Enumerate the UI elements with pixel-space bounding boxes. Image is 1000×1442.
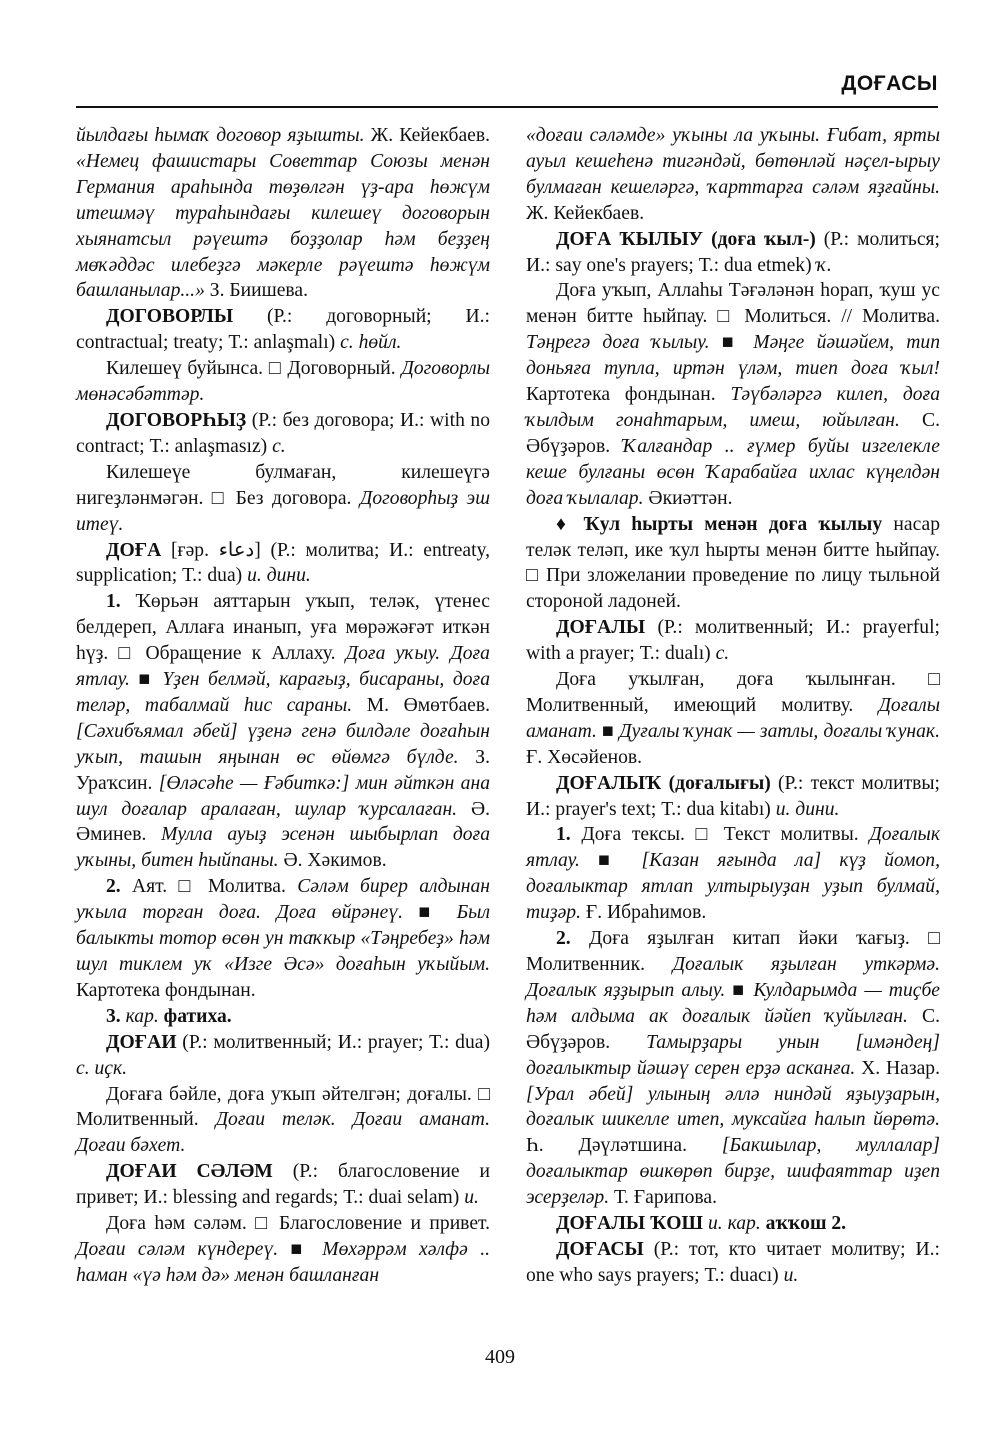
italic-text: Доғаи теләк. Доғаи аманат. Доғаи бәхет. xyxy=(76,1109,490,1157)
italic-text: Сәләм бирер алдынан уҡыла торған доға. Доға өйрәнеү. ■ Был балыкты тотор өсөн ун таҡкыр «Тәңребеҙ» һәм шул тиклем уҡ «Изге Әсә» доғаһын уҡыйым. xyxy=(76,876,490,975)
body-text: Картотека фондынан. xyxy=(526,384,731,406)
dictionary-paragraph xyxy=(526,615,940,667)
body-text: насар теләк теләп, ике ҡул һырты менән битте һыйпау. □ При зложелании проведение по лицу тыльной стороной ладоней. xyxy=(526,513,941,613)
body-text: Т. Ғарипова. xyxy=(609,1187,717,1209)
headword-text: 2. xyxy=(106,876,121,898)
running-head: ДОҒАСЫ xyxy=(841,72,938,95)
right-column xyxy=(526,123,940,1289)
headword-text: ДОҒА xyxy=(106,539,162,561)
italic-text: и. xyxy=(464,1187,479,1209)
italic-text: с. һөйл. xyxy=(340,332,402,354)
italic-text: Тәңрегә доға ҡылыу. ■ Мәңге йәшәйем, тип доньяға тупла, иртән үләм, тиеп доға ҡыл! xyxy=(526,332,940,380)
italic-text: и. xyxy=(783,1264,799,1286)
dictionary-paragraph xyxy=(76,304,490,356)
body-text: (Р.: молитвенный; И.: prayer; Т.: dua) xyxy=(176,1031,490,1053)
dictionary-paragraph xyxy=(526,926,940,1211)
italic-text: йылдағы һымаҡ договор яҙышты. xyxy=(76,125,365,146)
body-text: (Р.: договорный; И.: contractual; treaty; Т.: anlaşmalı) xyxy=(76,306,490,354)
italic-text: ҡ. xyxy=(816,254,832,276)
page-number: 409 xyxy=(485,1346,515,1368)
italic-text: Тәүбәләргә килеп, доға ҡылдым гонаһтарым, имеш, юйылған. xyxy=(526,384,941,431)
italic-text: Тамырҙары унын [имәндең] доғалыктыр йәшәү серен ерҙә асканға. xyxy=(526,1031,940,1079)
italic-text: с. xyxy=(715,643,730,665)
italic-text: [Өләсәһе — Ғәбиткә:] мин әйткән ана шул доғалар аралаған, шулар ҡурсалаған. xyxy=(76,772,490,820)
dictionary-paragraph xyxy=(76,123,490,304)
dictionary-paragraph xyxy=(76,460,490,538)
body-text: [ғәр. دعاء] (Р.: молитва; И.: entreaty, supplication; Т.: dua) xyxy=(76,539,490,587)
headword-text: ДОГОВОРҺЫҘ xyxy=(106,409,247,431)
italic-text: Доғалы аманат. ■ Дуғалы ҡунак — затлы, доғалы ҡунак. xyxy=(526,694,940,742)
body-text: М. Өмөтбаев. xyxy=(352,694,490,716)
body-text: Ж. Кейекбаев. xyxy=(364,125,490,146)
body-text: Ж. Кейекбаев. xyxy=(526,202,645,224)
italic-text: Ҡалғандар .. ғүмер буйы изгелекле кеше булғаны өсөн Ҡарабайға ихлас күңелдән доға ҡылалар. xyxy=(526,435,940,509)
headword-text: ДОҒАСЫ xyxy=(556,1238,644,1260)
body-text: Әкиәттән. xyxy=(643,487,733,509)
italic-text: [Сәхибъямал әбей] үҙенә генә билдәле доғаһын уҡып, ташын яңынан өс өйөмгә бүлде. xyxy=(76,720,490,768)
dictionary-paragraph xyxy=(76,1211,490,1289)
italic-text: Договорһыҙ эш итеү. xyxy=(76,487,490,535)
headword-text: ♦ Ҡул һырты менән доға ҡылыу xyxy=(556,513,883,535)
italic-text: и. кар. xyxy=(703,1213,761,1235)
body-text: (Р.: без договора; И.: with no contract; Т.: anlaşmasız) xyxy=(76,409,490,457)
italic-text: с. иҫк. xyxy=(76,1057,128,1079)
headword-text: ДОГОВОРЛЫ xyxy=(106,306,234,328)
body-text: Доға уҡып, Аллаһы Тәғәләнән һорап, ҡуш ус менән битте һыйпау. □ Молиться. // Молитва. xyxy=(526,280,940,328)
dictionary-paragraph xyxy=(526,667,940,771)
body-text: Доға яҙылған китап йәки ҡағыҙ. □ Молитвенник. xyxy=(526,928,940,975)
headword-text: фатиха. xyxy=(158,1005,232,1027)
italic-text: Доғаи сәләм күндереү. ■ Мөхәррәм хәлфә .. һаман «үә һәм дә» менән башланған xyxy=(76,1238,490,1286)
italic-text: «Немец фашистары Советтар Союзы менән Германия араһында төҙөлгән үҙ-ара һөжүм итешмәү тураһындағы килешеү договорын хыянатсыл рәүештә боҙҙолар һәм беҙҙең мөҡәддәс илебеҙгә мәкерле рәүештә һөжүм башланылар...» xyxy=(76,150,490,302)
body-text: Ҡөрьән аяттарын уҡып, теләк, үтенес белдереп, Аллаға инанып, уға мөрәжәғәт иткән һүҙ. □ Обращение к Аллаху. xyxy=(76,591,490,665)
headword-text: ДОҒАЛЫ ҠОШ xyxy=(556,1213,704,1235)
body-text: Картотека фондынан. xyxy=(76,979,256,1001)
headword-text: 1. xyxy=(556,824,571,846)
body-text: Доғаға бәйле, доға уҡып әйтелгән; доғалы. □ Молитвенный. xyxy=(76,1083,490,1131)
body-text: Ғ. Хөсәйенов. xyxy=(526,746,643,768)
body-text: Килешеүе булмаған, килешеүгә нигеҙләнмәгән. □ Без договора. xyxy=(76,461,490,509)
italic-text: Доға уҡыу. Доға ятлау. ■ Үҙен белмәй, карағыҙ, бисараны, доға теләр, табалмай һис сараны. xyxy=(76,643,490,716)
body-text: Х. Назар. xyxy=(855,1057,941,1079)
dictionary-paragraph xyxy=(76,589,490,874)
italic-text: [Урал әбей] улының әллә ниндәй яҙыуҙарын, доғалык шикелле итеп, муксайға һалып йөрөтә. xyxy=(526,1083,940,1131)
left-column xyxy=(76,123,490,1289)
body-text: (Р.: текст молитвы; И.: prayer's text; Т.: dua kitabı) xyxy=(526,772,940,820)
body-text: Аят. □ Молитва. xyxy=(120,876,298,898)
body-text: Доға тексы. □ Текст молитвы. xyxy=(570,824,870,846)
body-text: (Р.: тот, кто читает молитву; И.: one who says prayers; Т.: duacı) xyxy=(526,1238,940,1286)
dictionary-paragraph xyxy=(526,1237,940,1289)
italic-text: Доғалык яҙылған уткәрмә. Доғалык яҙҙырып алыу. ■ Кулдарымда — тиҫбе һәм алдыма ак доғалык йәйеп ҡуйылған. xyxy=(526,954,940,1027)
body-text: Доға уҡылған, доға ҡылынған. □ Молитвенный, имеющий молитву. xyxy=(526,669,940,716)
headword-text: ДОҒАИ xyxy=(106,1031,177,1053)
body-text: Ғ. Ибраһимов. xyxy=(580,902,707,924)
dictionary-paragraph xyxy=(526,822,940,926)
body-text: Ә. Әминев. xyxy=(76,798,490,846)
body-text: (Р.: молитвенный; И.: prayerful; with a prayer; Т.: dualı) xyxy=(526,617,940,665)
headword-text: аҡҡош 2. xyxy=(760,1213,847,1235)
dictionary-paragraph xyxy=(526,227,940,279)
italic-text: Доғалык ятлау. ■ [Казан яғында ла] күҙ йомоп, доғалыктар ятлап ултырыуҙан уҙып булмай, тиҙәр. xyxy=(526,824,940,924)
italic-text: кар. xyxy=(120,1005,159,1027)
dictionary-paragraph xyxy=(76,1004,490,1030)
body-text: З. Ураҡсин. xyxy=(76,746,490,794)
italic-text: Договорлы мөнәсәбәттәр. xyxy=(76,358,490,406)
dictionary-paragraph xyxy=(526,1211,940,1237)
headword-text: 2. xyxy=(556,928,571,950)
headword-text: ДОҒАЛЫҠ (доғалығы) xyxy=(556,772,771,794)
dictionary-paragraph xyxy=(76,1159,490,1211)
headword-text: 3. xyxy=(106,1005,121,1027)
italic-text: с. xyxy=(272,435,286,457)
headword-text: ДОҒА ҠЫЛЫУ (доға ҡыл-) xyxy=(556,228,816,250)
headword-text: ДОҒАЛЫ xyxy=(556,617,646,639)
headword-text: ДОҒАИ СӘЛӘМ xyxy=(106,1161,273,1183)
dictionary-paragraph xyxy=(76,538,490,590)
body-text: (Р.: молиться; И.: say one's prayers; Т.: dua etmek) xyxy=(526,228,940,276)
body-text: Доға һәм сәләм. □ Благословение и привет. xyxy=(106,1213,490,1235)
dictionary-paragraph xyxy=(76,1030,490,1082)
body-text: Килешеү буйынса. □ Договорный. xyxy=(106,358,402,380)
dictionary-paragraph xyxy=(76,874,490,1004)
italic-text: и. дини. xyxy=(247,565,311,587)
body-text: Һ. Дәүләтшина. xyxy=(526,1135,722,1157)
dictionary-paragraph xyxy=(76,356,490,408)
dictionary-paragraph xyxy=(526,278,940,511)
dictionary-paragraph xyxy=(76,408,490,460)
dictionary-paragraph xyxy=(526,123,940,227)
body-text: (Р.: благословение и привет; И.: blessing and regards; Т.: duai selam) xyxy=(76,1161,491,1209)
body-text: З. Биишева. xyxy=(204,280,308,302)
italic-text: Мулла ауыҙ эсенән шыбырлап доға уҡыны, битен һыйпаны. xyxy=(76,824,490,872)
page-header xyxy=(76,70,938,108)
dictionary-paragraph xyxy=(76,1082,490,1160)
body-text: Ә. Хәкимов. xyxy=(278,850,387,872)
italic-text: и. дини. xyxy=(775,798,840,820)
dictionary-paragraph xyxy=(526,771,940,823)
body-text: С. Әбүҙәров. xyxy=(526,409,940,457)
headword-text: 1. xyxy=(106,591,121,613)
italic-text: [Бакшылар, муллалар] доғалыктар өшкөрөп бирҙе, шифаяттар иҙеп эсерҙеләр. xyxy=(526,1135,940,1209)
italic-text: «доғаи сәләмде» уҡыны ла уҡыны. Ғибат, ярты ауыл кешеһенә тигәндәй, бөтөнләй нәҫел-ырыу булмаған кешеләргә, ҡарттарға сәләм яҙғайны. xyxy=(526,125,940,198)
dictionary-paragraph xyxy=(526,512,940,616)
body-text: С. Әбүҙәров. xyxy=(526,1005,940,1053)
